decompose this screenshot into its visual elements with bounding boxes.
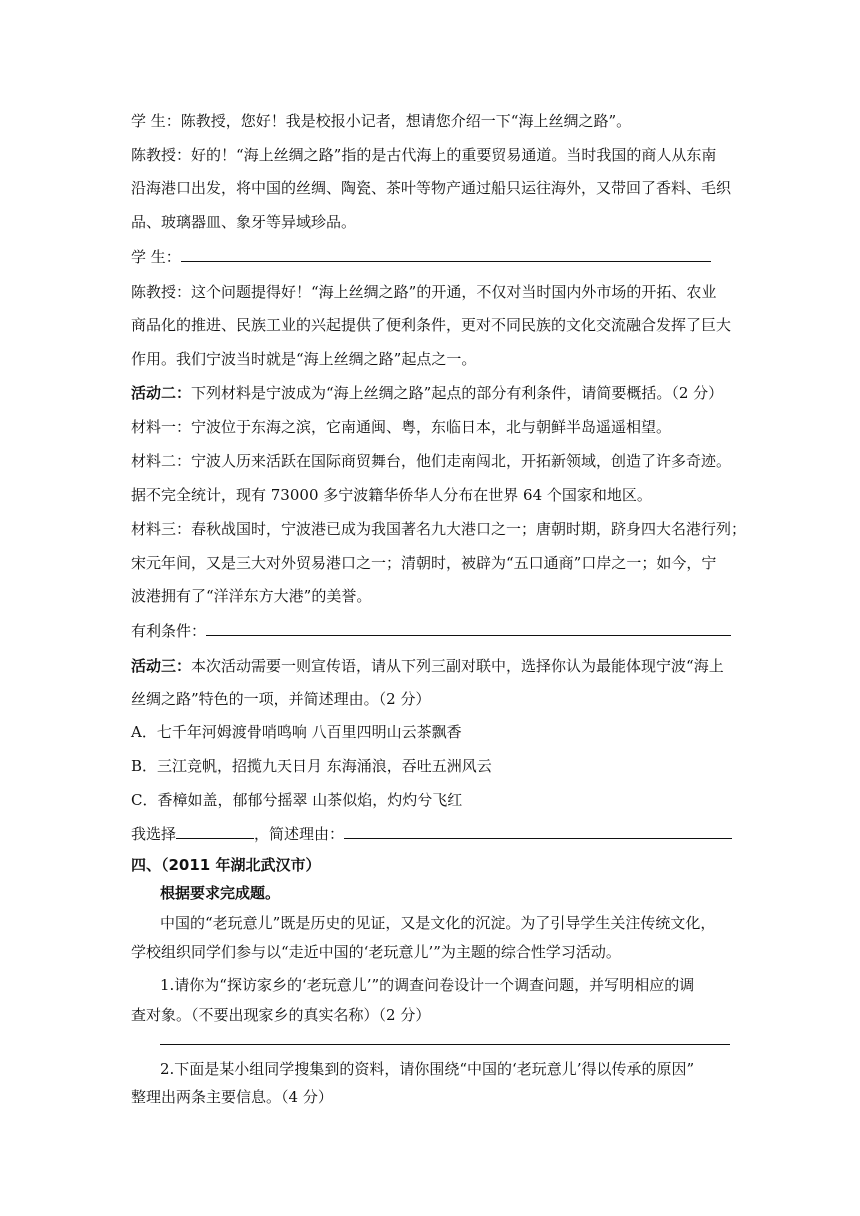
professor-reply-line-1: 陈教授：这个问题提得好！“海上丝绸之路”的开通，不仅对当时国内外市场的开拓、农业 <box>131 283 717 301</box>
advantages-answer-blank[interactable] <box>206 621 731 636</box>
couplet-option-c: C．香樟如盖，郁郁兮摇翠 山茶似焰，灼灼兮飞红 <box>131 791 463 809</box>
dialogue-professor-line-2: 沿海港口出发，将中国的丝绸、陶瓷、茶叶等物产通过船只运往海外，又带回了香料、毛织 <box>131 179 732 197</box>
choice-answer-row <box>131 823 732 845</box>
reason-label: ，简述理由： <box>254 825 345 843</box>
activity-3-prompt-line-1 <box>131 655 724 677</box>
material-3-line-3: 波港拥有了“洋洋东方大港”的美誉。 <box>131 587 372 605</box>
material-1: 材料一：宁波位于东海之滨，它南通闽、粤，东临日本，北与朝鲜半岛遥遥相望。 <box>131 418 672 436</box>
advantages-label: 有利条件： <box>131 622 207 640</box>
activity-3-label: 活动三： <box>131 657 192 675</box>
professor-reply-line-3: 作用。我们宁波当时就是“海上丝绸之路”起点之一。 <box>131 350 477 368</box>
activity-2-text: 下列材料是宁波成为“海上丝绸之路”起点的部分有利条件，请简要概括。（2 分） <box>191 384 724 402</box>
choice-label: 我选择 <box>131 825 177 843</box>
student-answer-blank[interactable] <box>181 247 711 262</box>
section-4-title: 四、（2011 年湖北武汉市） <box>131 856 321 874</box>
student-answer-row <box>131 246 711 268</box>
couplet-option-a: A．七千年河姆渡骨哨鸣响 八百里四明山云茶飘香 <box>131 723 462 741</box>
reason-blank[interactable] <box>344 824 732 839</box>
question-1-line-1: 1.请你为“探访家乡的‘老玩意儿’”的调查问卷设计一个调查问题，并写明相应的调 <box>160 976 695 994</box>
question-2-line-1: 2.下面是某小组同学搜集到的资料，请你围绕“中国的‘老玩意儿’得以传承的原因” <box>160 1060 695 1078</box>
activity-3-prompt-line-2: 丝绸之路”特色的一项，并简述理由。（2 分） <box>131 690 431 708</box>
section-4-instruction: 根据要求完成题。 <box>160 884 281 902</box>
student-answer-label: 学 生： <box>131 248 181 266</box>
activity-3-text: 本次活动需要一则宣传语，请从下列三副对联中，选择你认为最能体现宁波“海上 <box>191 657 724 675</box>
material-3-line-2: 宋元年间，又是三大对外贸易港口之一；清朝时，被辟为“五口通商”口岸之一；如今，宁 <box>131 554 717 572</box>
couplet-option-b: B．三江竞帆，招揽九天日月 东海涌浪，吞吐五洲风云 <box>131 757 492 775</box>
dialogue-student-line: 学 生：陈教授，您好！我是校报小记者，想请您介绍一下“海上丝绸之路”。 <box>131 112 632 130</box>
passage-line-2: 学校组织同学们参与以“走近中国的‘老玩意儿’”为主题的综合性学习活动。 <box>131 943 621 961</box>
question-1-line-2: 查对象。（不要出现家乡的真实名称）（2 分） <box>131 1006 431 1024</box>
question-1-answer-line[interactable] <box>160 1044 730 1045</box>
choice-blank[interactable] <box>176 824 254 839</box>
dialogue-professor-line-1: 陈教授：好的！“海上丝绸之路”指的是古代海上的重要贸易通道。当时我国的商人从东南 <box>131 146 717 164</box>
activity-2-prompt <box>131 382 723 404</box>
advantages-answer-row <box>131 620 731 642</box>
dialogue-professor-line-3: 品、玻璃器皿、象牙等异域珍品。 <box>131 213 357 231</box>
activity-2-label: 活动二： <box>131 384 192 402</box>
material-2-line-1: 材料二：宁波人历来活跃在国际商贸舞台，他们走南闯北，开拓新领域，创造了许多奇迹。 <box>131 452 732 470</box>
passage-line-1: 中国的“老玩意儿”既是历史的见证，又是文化的沉淀。为了引导学生关注传统文化， <box>160 914 716 932</box>
professor-reply-line-2: 商品化的推进、民族工业的兴起提供了便利条件，更对不同民族的文化交流融合发挥了巨大 <box>131 316 732 334</box>
material-2-line-2: 据不完全统计，现有 73000 多宁波籍华侨华人分布在世界 64 个国家和地区。 <box>131 486 652 504</box>
question-2-line-2: 整理出两条主要信息。（4 分） <box>131 1088 333 1106</box>
material-3-line-1: 材料三：春秋战国时，宁波港已成为我国著名九大港口之一；唐朝时期，跻身四大名港行列； <box>131 520 747 538</box>
